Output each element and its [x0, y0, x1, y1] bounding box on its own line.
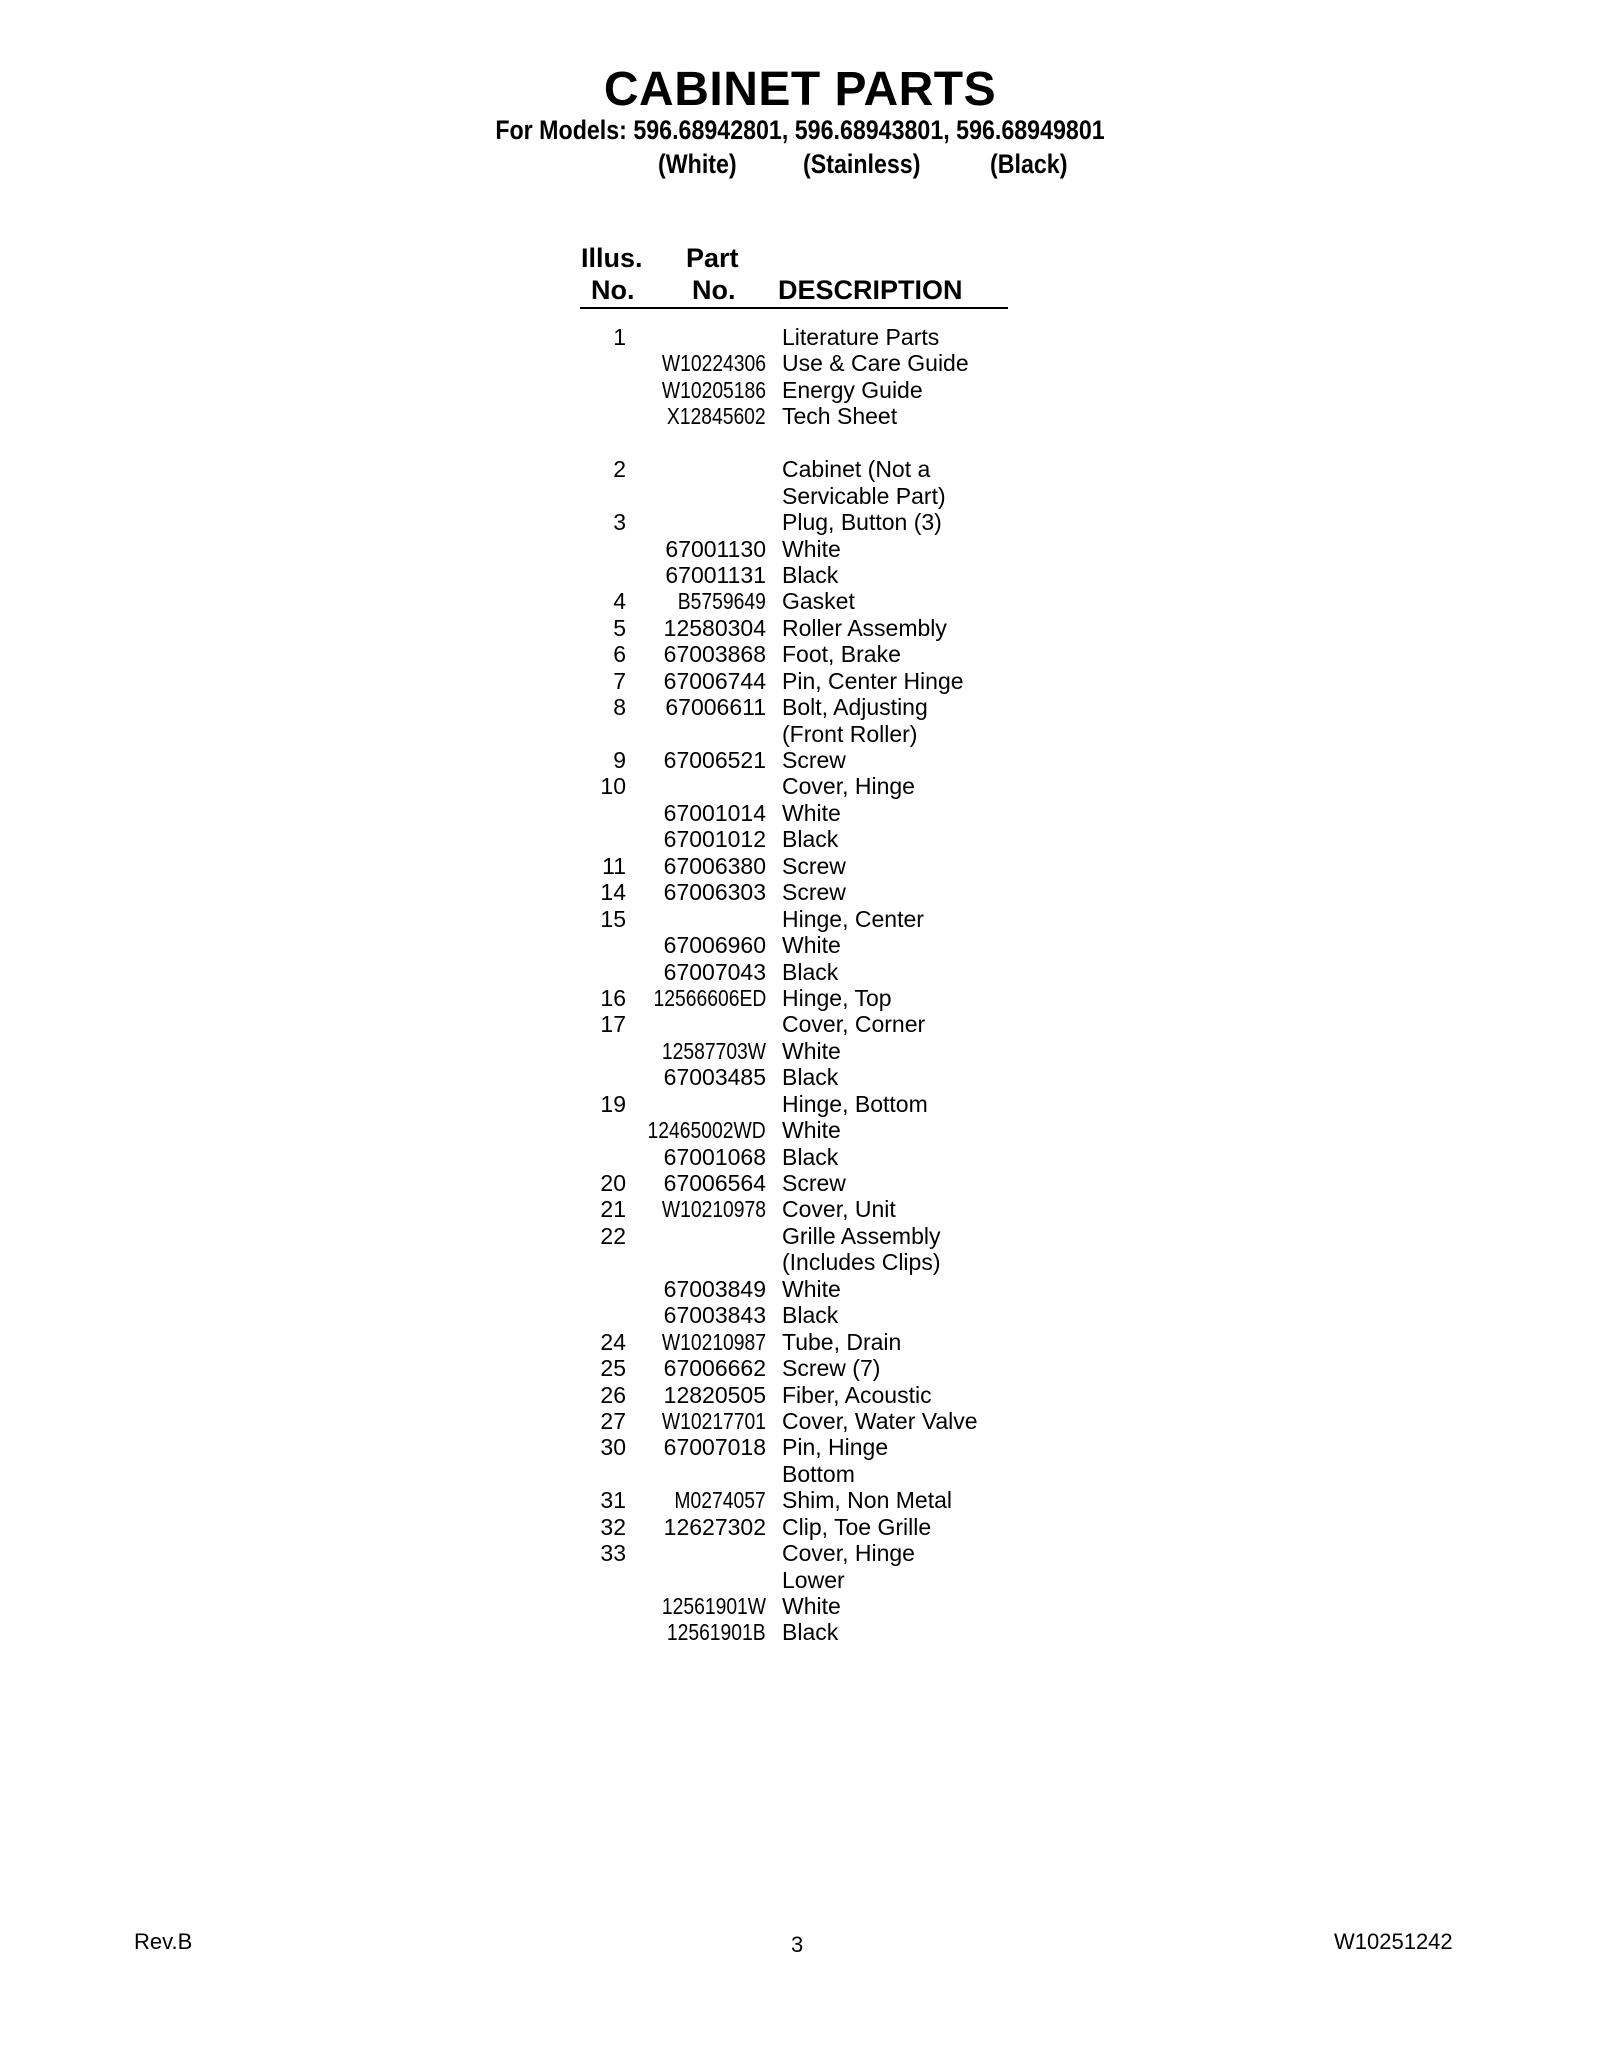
part-number: 12580304 — [663, 614, 766, 641]
page-title: CABINET PARTS — [603, 63, 997, 116]
part-description: White — [782, 1117, 841, 1144]
table-row — [0, 800, 1600, 826]
part-description: Tube, Drain — [782, 1328, 902, 1355]
table-row — [0, 1434, 1600, 1460]
part-description: Cover, Hinge — [782, 773, 915, 800]
illus-number: 19 — [600, 1090, 626, 1117]
page-number: 3 — [791, 1932, 804, 1957]
part-description: Bottom — [782, 1460, 855, 1487]
part-description: Cover, Hinge — [782, 1540, 915, 1567]
illus-number: 6 — [613, 641, 626, 668]
part-number: 67007043 — [663, 958, 766, 985]
table-row — [0, 694, 1600, 720]
part-number: 67006662 — [663, 1355, 766, 1382]
table-row — [0, 668, 1600, 694]
part-number: B5759649 — [677, 588, 766, 615]
illus-number: 15 — [600, 905, 626, 932]
part-number: 67006960 — [663, 932, 766, 959]
table-row — [0, 1329, 1600, 1355]
part-description: Screw — [782, 1170, 846, 1196]
part-number: W10224306 — [661, 350, 766, 377]
table-row — [0, 721, 1600, 747]
models-line: For Models: 596.68942801, 596.68943801, 596.68949801 — [495, 115, 1105, 145]
illus-number: 7 — [613, 667, 626, 694]
part-number: 12465002WD — [647, 1117, 766, 1144]
part-description: Hinge, Top — [782, 984, 892, 1011]
part-number: 67001131 — [665, 561, 766, 588]
table-row — [0, 1091, 1600, 1117]
illus-number: 31 — [600, 1487, 626, 1514]
table-row — [0, 1117, 1600, 1143]
illus-number: 26 — [600, 1381, 626, 1408]
illus-number: 33 — [600, 1540, 626, 1567]
model-variants — [0, 148, 1600, 182]
part-number: 12561901B — [667, 1619, 766, 1646]
table-row — [0, 1382, 1600, 1408]
table-row — [0, 1011, 1600, 1037]
illus-number: 21 — [600, 1196, 626, 1223]
table-row — [0, 1487, 1600, 1513]
part-description: Energy Guide — [782, 376, 923, 403]
part-description: (Includes Clips) — [782, 1249, 941, 1276]
part-number: 67001068 — [663, 1143, 766, 1170]
part-description: Black — [782, 1619, 839, 1646]
table-row — [0, 430, 1600, 456]
part-number: 67006744 — [663, 667, 766, 694]
part-description: White — [782, 1593, 841, 1619]
part-description: White — [782, 1275, 841, 1302]
part-number: W10210987 — [661, 1328, 766, 1355]
part-description: Roller Assembly — [782, 614, 947, 641]
table-row — [0, 403, 1600, 429]
illus-number: 14 — [600, 879, 626, 906]
illus-number: 3 — [613, 509, 626, 536]
part-description: Black — [782, 561, 839, 588]
description-column-header: DESCRIPTION — [778, 275, 963, 305]
table-row — [0, 562, 1600, 588]
part-number: 67006564 — [663, 1170, 766, 1196]
part-description: Black — [782, 826, 839, 853]
table-row — [0, 1196, 1600, 1222]
part-number: W10217701 — [661, 1407, 766, 1434]
part-description: White — [782, 1037, 841, 1064]
part-description: Black — [782, 1064, 839, 1091]
part-description: Black — [782, 958, 839, 985]
part-number: 12561901W — [661, 1593, 766, 1619]
part-description: Use & Care Guide — [782, 350, 969, 377]
illus-number: 24 — [600, 1328, 626, 1355]
table-row — [0, 1170, 1600, 1196]
part-description: Hinge, Bottom — [782, 1090, 928, 1117]
table-row — [0, 853, 1600, 879]
illus-number: 4 — [613, 588, 626, 615]
part-number: 67001130 — [665, 535, 766, 562]
part-number: 67001012 — [663, 826, 766, 853]
table-row — [0, 641, 1600, 667]
part-description: Fiber, Acoustic — [782, 1381, 932, 1408]
part-description: Screw (7) — [782, 1355, 881, 1382]
table-row — [0, 1593, 1600, 1619]
part-number: 67003843 — [663, 1302, 766, 1329]
table-row — [0, 826, 1600, 852]
table-row — [0, 1249, 1600, 1275]
part-column-header-no: No. — [692, 275, 736, 305]
part-number: 67006380 — [663, 852, 766, 879]
part-description: White — [782, 932, 841, 959]
part-description: Gasket — [782, 588, 855, 615]
part-number: 67007018 — [663, 1434, 766, 1461]
illus-column-header-no: No. — [591, 275, 635, 305]
part-column-header: Part — [686, 243, 739, 273]
part-description: Screw — [782, 879, 846, 906]
part-number: 12566606ED — [653, 984, 766, 1011]
variant-black-label: (Black) — [990, 149, 1068, 179]
illus-number: 5 — [613, 614, 626, 641]
part-number: 12627302 — [663, 1513, 766, 1540]
illus-number: 9 — [613, 747, 626, 773]
illus-number: 16 — [600, 984, 626, 1011]
part-number: W10205186 — [661, 376, 766, 403]
table-row — [0, 959, 1600, 985]
part-description: Black — [782, 1302, 839, 1329]
part-number: 67003485 — [663, 1064, 766, 1091]
illus-number: 20 — [600, 1170, 626, 1196]
illus-number: 30 — [600, 1434, 626, 1461]
table-row — [0, 1276, 1600, 1302]
variant-white-label: (White) — [658, 149, 737, 179]
table-row — [0, 747, 1600, 773]
table-row — [0, 1038, 1600, 1064]
table-row — [0, 615, 1600, 641]
part-description: Cover, Water Valve — [782, 1407, 978, 1434]
part-number: 67001014 — [663, 799, 766, 826]
table-row — [0, 985, 1600, 1011]
part-description: Shim, Non Metal — [782, 1487, 953, 1514]
revision-label: Rev.B — [134, 1929, 193, 1954]
table-row — [0, 456, 1600, 482]
part-description: Grille Assembly — [782, 1222, 941, 1249]
illus-column-header: Illus. — [581, 243, 643, 273]
header-divider — [580, 307, 1008, 309]
part-number: 67003868 — [663, 641, 766, 668]
part-description: White — [782, 799, 841, 826]
table-row — [0, 1619, 1600, 1645]
table-row — [0, 906, 1600, 932]
part-description: Foot, Brake — [782, 641, 901, 668]
illus-number: 17 — [600, 1011, 626, 1038]
part-description: White — [782, 535, 841, 562]
table-row — [0, 1355, 1600, 1381]
part-description: Pin, Center Hinge — [782, 667, 964, 694]
part-description: Servicable Part) — [782, 482, 946, 509]
table-row — [0, 1567, 1600, 1593]
table-row — [0, 1302, 1600, 1328]
table-row — [0, 773, 1600, 799]
part-number: 67006611 — [665, 694, 766, 721]
illus-number: 2 — [613, 456, 626, 483]
part-description: Hinge, Center — [782, 905, 924, 932]
table-row — [0, 1408, 1600, 1434]
part-number: 67003849 — [663, 1275, 766, 1302]
part-number: 67006303 — [663, 879, 766, 906]
illus-number: 11 — [602, 852, 626, 879]
illus-number: 32 — [600, 1513, 626, 1540]
part-number: 12820505 — [663, 1381, 766, 1408]
part-description: Cabinet (Not a — [782, 456, 931, 483]
table-row — [0, 350, 1600, 376]
part-description: Cover, Corner — [782, 1011, 926, 1038]
table-row — [0, 509, 1600, 535]
part-description: Screw — [782, 747, 846, 773]
part-description: Literature Parts — [782, 324, 940, 350]
part-number: X12845602 — [667, 403, 766, 430]
illus-number: 1 — [613, 324, 626, 350]
part-description: Cover, Unit — [782, 1196, 896, 1223]
illus-number: 25 — [600, 1355, 626, 1382]
table-row — [0, 324, 1600, 350]
illus-number: 10 — [600, 773, 626, 800]
table-row — [0, 1064, 1600, 1090]
part-description: Screw — [782, 852, 846, 879]
table-row — [0, 377, 1600, 403]
part-description: Lower — [782, 1566, 845, 1593]
illus-number: 22 — [600, 1222, 626, 1249]
parts-table — [0, 324, 1600, 1646]
part-description: Black — [782, 1143, 839, 1170]
table-row — [0, 1514, 1600, 1540]
part-description: (Front Roller) — [782, 720, 918, 747]
table-row — [0, 536, 1600, 562]
table-row — [0, 932, 1600, 958]
table-row — [0, 1223, 1600, 1249]
variant-stainless-label: (Stainless) — [803, 149, 921, 179]
part-description: Pin, Hinge — [782, 1434, 889, 1461]
part-description: Plug, Button (3) — [782, 509, 942, 536]
part-description: Bolt, Adjusting — [782, 694, 928, 721]
part-number: M0274057 — [674, 1487, 766, 1514]
part-number: 12587703W — [661, 1037, 766, 1064]
table-row — [0, 588, 1600, 614]
table-row — [0, 879, 1600, 905]
table-row — [0, 1461, 1600, 1487]
part-description: Tech Sheet — [782, 403, 898, 430]
part-number: W10210978 — [661, 1196, 766, 1223]
table-row — [0, 1540, 1600, 1566]
part-description: Clip, Toe Grille — [782, 1513, 932, 1540]
illus-number: 27 — [600, 1407, 626, 1434]
illus-number: 8 — [613, 694, 626, 721]
table-row — [0, 483, 1600, 509]
part-number: 67006521 — [663, 747, 766, 773]
document-number: W10251242 — [1334, 1929, 1453, 1954]
table-row — [0, 1144, 1600, 1170]
